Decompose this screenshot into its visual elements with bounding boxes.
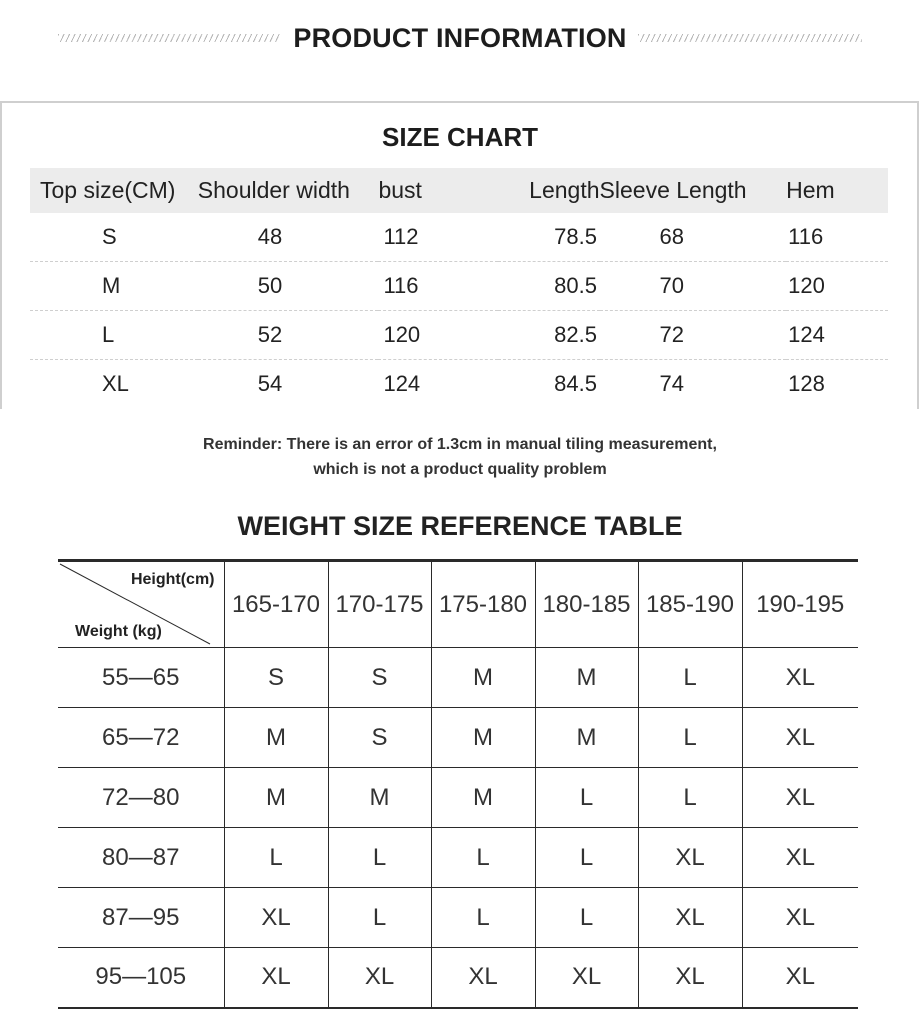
- table-row: [58, 948, 858, 1008]
- size-cell: L: [638, 768, 742, 828]
- section-header: [0, 18, 920, 58]
- measurement-cell: 68: [600, 213, 787, 262]
- table-row: [30, 360, 888, 409]
- measurement-cell: 112: [378, 213, 498, 262]
- size-label-cell: M: [30, 262, 198, 311]
- size-label-cell: L: [30, 311, 198, 360]
- column-header: Hem: [786, 168, 888, 213]
- table-row: [58, 768, 858, 828]
- size-cell: M: [535, 708, 638, 768]
- weight-table-header-row: [58, 561, 858, 648]
- size-cell: L: [328, 888, 431, 948]
- table-row: [58, 648, 858, 708]
- measurement-cell: 124: [786, 311, 888, 360]
- size-cell: M: [328, 768, 431, 828]
- weight-range-cell: 87—95: [58, 888, 224, 948]
- size-cell: XL: [638, 948, 742, 1008]
- weight-axis-label: Weight (kg): [75, 623, 162, 640]
- measurement-cell: 120: [786, 262, 888, 311]
- size-cell: XL: [638, 828, 742, 888]
- size-cell: XL: [742, 708, 858, 768]
- measurement-cell: 116: [786, 213, 888, 262]
- table-row: [58, 828, 858, 888]
- size-cell: M: [224, 768, 328, 828]
- table-row: [30, 262, 888, 311]
- size-cell: M: [431, 768, 535, 828]
- height-range-header: 165-170: [224, 561, 328, 648]
- size-cell: L: [535, 768, 638, 828]
- size-cell: L: [224, 828, 328, 888]
- reminder-line-1: Reminder: There is an error of 1.3cm in manual tiling measurement,: [203, 436, 717, 453]
- size-cell: L: [638, 648, 742, 708]
- measurement-cell: 50: [198, 262, 379, 311]
- measurement-cell: 124: [383, 371, 421, 396]
- column-header: Shoulder width: [198, 168, 379, 213]
- table-row: [58, 708, 858, 768]
- weight-table-title: WEIGHT SIZE REFERENCE TABLE: [237, 511, 683, 541]
- size-cell: L: [535, 888, 638, 948]
- size-cell: XL: [224, 948, 328, 1008]
- table-row: [30, 213, 888, 262]
- size-cell: M: [431, 648, 535, 708]
- size-cell: M: [431, 708, 535, 768]
- height-axis-label: Height(cm): [130, 571, 215, 588]
- height-range-header: 170-175: [328, 561, 431, 648]
- weight-range-cell: 55—65: [58, 648, 224, 708]
- size-cell: M: [535, 648, 638, 708]
- measurement-cell: 120: [378, 311, 498, 360]
- size-cell: L: [535, 828, 638, 888]
- reminder-note: [0, 432, 920, 482]
- measurement-cell: 80.5: [498, 262, 599, 311]
- size-cell: XL: [742, 648, 858, 708]
- page-title: PRODUCT INFORMATION: [293, 23, 627, 53]
- height-range-header: 175-180: [431, 561, 535, 648]
- weight-range-cell: 65—72: [58, 708, 224, 768]
- weight-range-cell: 80—87: [58, 828, 224, 888]
- measurement-cell: 48: [198, 213, 379, 262]
- measurement-cell: 128: [788, 371, 825, 396]
- weight-size-table: [58, 559, 858, 1009]
- table-row: [58, 888, 858, 948]
- size-cell: L: [431, 888, 535, 948]
- size-cell: L: [328, 828, 431, 888]
- measurement-cell: 54: [257, 371, 283, 396]
- column-header: Length: [498, 168, 599, 213]
- column-header: Sleeve Length: [600, 168, 787, 213]
- column-header: Top size(CM): [30, 168, 198, 213]
- size-label-cell: S: [30, 213, 198, 262]
- size-label-cell: XL: [102, 371, 129, 396]
- measurement-cell: 82.5: [498, 311, 599, 360]
- reminder-line-2: which is not a product quality problem: [313, 461, 607, 478]
- height-range-header: 180-185: [535, 561, 638, 648]
- size-cell: XL: [224, 888, 328, 948]
- size-cell: XL: [638, 888, 742, 948]
- measurement-cell: 52: [198, 311, 379, 360]
- weight-range-cell: 95—105: [58, 948, 224, 1008]
- table-row: [30, 311, 888, 360]
- size-cell: L: [431, 828, 535, 888]
- measurement-cell: 72: [600, 311, 787, 360]
- corner-cell: [58, 561, 224, 648]
- column-header: bust: [378, 168, 498, 213]
- size-cell: S: [328, 708, 431, 768]
- size-cell: S: [328, 648, 431, 708]
- measurement-cell: 70: [600, 262, 787, 311]
- size-cell: XL: [535, 948, 638, 1008]
- size-cell: S: [224, 648, 328, 708]
- size-cell: XL: [431, 948, 535, 1008]
- size-chart-header-row: [30, 168, 888, 213]
- measurement-cell: 116: [378, 262, 498, 311]
- size-cell: XL: [742, 828, 858, 888]
- weight-range-cell: 72—80: [58, 768, 224, 828]
- height-range-header: 185-190: [638, 561, 742, 648]
- measurement-cell: 78.5: [498, 213, 599, 262]
- height-range-header: 190-195: [742, 561, 858, 648]
- size-cell: XL: [742, 948, 858, 1008]
- measurement-cell: 74: [659, 371, 685, 396]
- size-cell: M: [224, 708, 328, 768]
- size-cell: XL: [328, 948, 431, 1008]
- size-cell: L: [638, 708, 742, 768]
- size-chart-table: [30, 168, 888, 408]
- size-chart-title: SIZE CHART: [382, 122, 538, 152]
- size-cell: XL: [742, 888, 858, 948]
- size-cell: XL: [742, 768, 858, 828]
- measurement-cell: 84.5: [554, 371, 597, 396]
